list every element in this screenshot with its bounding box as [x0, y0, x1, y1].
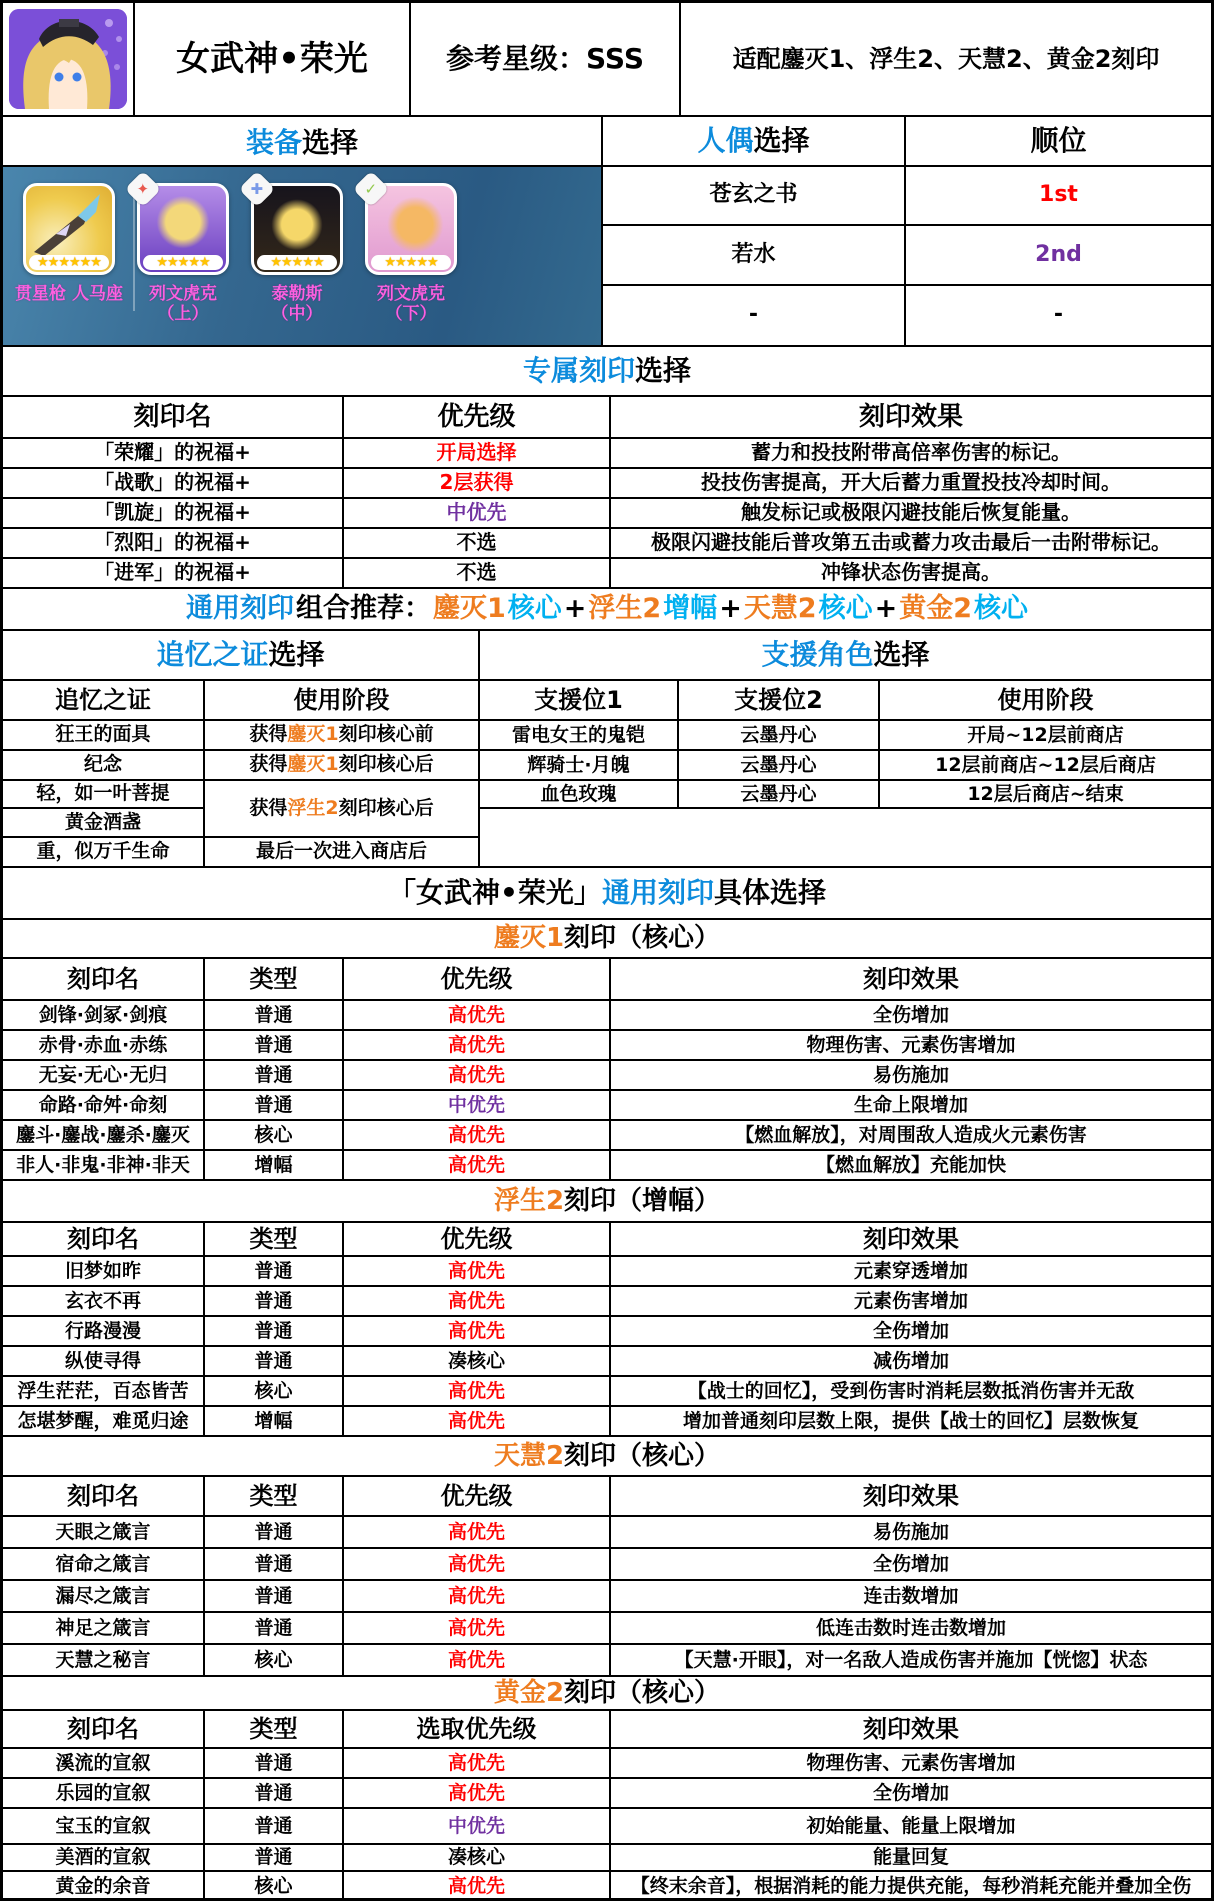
column-header: 优先级 — [344, 1223, 611, 1255]
seal-priority: 中优先 — [344, 1809, 611, 1843]
table-row — [3, 1517, 1211, 1549]
support-pos1: 辉骑士·月魄 — [480, 751, 679, 779]
support-stage: 12层后商店~结束 — [967, 782, 1124, 805]
column-header: 刻印名 — [3, 1477, 205, 1515]
seal-name: 怎堪梦醒，难觅归途 — [3, 1407, 205, 1435]
seal-name: 非人·非鬼·非神·非天 — [3, 1151, 205, 1179]
stigmata-top-card — [136, 179, 229, 275]
column-header: 选取优先级 — [344, 1711, 611, 1747]
seal-type: 核心 — [205, 1645, 344, 1675]
doll-name: 苍玄之书 — [603, 167, 906, 224]
seal-priority: 高优先 — [344, 1151, 611, 1179]
section-header-row — [3, 1711, 1211, 1749]
column-header: 使用阶段 — [997, 685, 1094, 714]
column-header: 刻印名 — [3, 1223, 205, 1255]
stigmata-bottom-slot — [364, 179, 457, 345]
seal-effect: 【战士的回忆】，受到伤害时消耗层数抵消伤害并无敌 — [687, 1379, 1135, 1402]
combo-role: 核心 — [507, 593, 562, 625]
seal-priority: 不选 — [344, 559, 611, 587]
stigmata-mid-slot — [250, 179, 343, 345]
seal-name: 「烈阳」的祝福+ — [3, 529, 344, 557]
table-row — [3, 1317, 1211, 1347]
combo-recommendation-row — [3, 589, 1211, 631]
seal-name: 纵使寻得 — [3, 1347, 205, 1375]
seal-priority: 中优先 — [344, 499, 611, 527]
table-row — [3, 1581, 1211, 1613]
seal-name: 无妄·无心·无归 — [3, 1061, 205, 1089]
memorial-name-column — [3, 721, 205, 866]
doll-name: - — [603, 286, 906, 345]
table-row — [3, 1845, 1211, 1872]
section-header-row — [3, 959, 1211, 1001]
table-row — [3, 1091, 1211, 1121]
seal-name: 黄金的余音 — [3, 1872, 205, 1901]
seal-effect: 元素穿透增加 — [853, 1259, 968, 1282]
equipment-dolls-row — [3, 117, 1211, 347]
seal-type: 普通 — [205, 1061, 344, 1089]
combo-set: 浮生2 — [588, 593, 662, 625]
memorial-name: 轻，如一叶菩提 — [3, 781, 203, 809]
seal-type: 普通 — [205, 1517, 344, 1547]
stigmata-bottom-card — [364, 179, 457, 275]
seal-name: 剑锋·剑冢·剑痕 — [3, 1001, 205, 1029]
memorial-section-title: 追忆之证 选择 — [3, 631, 480, 679]
dolls-order-header: 顺位 — [1030, 124, 1087, 158]
seal-name: 神足之箴言 — [3, 1613, 205, 1643]
table-row — [3, 1613, 1211, 1645]
combo-set: 天慧2 — [743, 593, 817, 625]
section-title-row — [3, 1181, 1211, 1223]
seal-effect: 能量回复 — [872, 1846, 949, 1869]
column-header: 刻印名 — [3, 397, 344, 437]
seal-type: 普通 — [205, 1347, 344, 1375]
memorial-name: 黄金酒盏 — [3, 809, 203, 838]
seal-name: 「凯旋」的祝福+ — [3, 499, 344, 527]
seal-effect: 蓄力和投技附带高倍率伤害的标记。 — [751, 440, 1071, 465]
equipment-section — [3, 117, 603, 345]
table-row — [3, 1872, 1211, 1901]
support-row — [480, 751, 1211, 781]
doll-order: 1st — [1039, 182, 1078, 208]
stigmata-mid-caption: 泰勒斯 （中） — [271, 284, 323, 325]
seal-effect: 全伤增加 — [872, 1003, 949, 1026]
exclusive-section-title-row — [3, 347, 1211, 397]
reference-star-label: 参考星级：SSS — [411, 3, 681, 115]
seal-name: 「战歌」的祝福+ — [3, 469, 344, 497]
seal-priority: 高优先 — [344, 1581, 611, 1611]
star-rating: ★★★★★ — [257, 255, 337, 270]
support-pos2: 云墨丹心 — [679, 751, 880, 779]
seal-effect: 低连击数时连击数增加 — [815, 1616, 1006, 1639]
support-pos2: 云墨丹心 — [679, 781, 880, 807]
support-row — [480, 781, 1211, 809]
seal-name: 天慧之秘言 — [3, 1645, 205, 1675]
seal-type: 普通 — [205, 1257, 344, 1285]
dolls-table — [603, 117, 1211, 345]
memorial-stage-merged: 获得 浮生2 刻印核心后 — [205, 781, 478, 838]
support-section-title: 支援角色 选择 — [761, 638, 930, 672]
memorial-stage: 获得 鏖灭1 刻印核心前 — [205, 721, 478, 751]
table-row — [3, 1061, 1211, 1091]
fit-seals-label: 适配鏖灭1、浮生2、天慧2、黄金2刻印 — [732, 44, 1160, 73]
valkyrie-avatar-image — [9, 9, 127, 109]
seal-priority: 中优先 — [344, 1091, 611, 1119]
seal-type: 普通 — [205, 1809, 344, 1843]
memorial-stage-column — [205, 721, 478, 866]
seal-priority: 凑核心 — [344, 1845, 611, 1870]
column-header: 优先级 — [344, 397, 611, 437]
seal-effect: 【天慧·开眼】，对一名敌人造成伤害并施加【恍惚】状态 — [674, 1648, 1148, 1671]
section-title: 黄金2 刻印（核心） — [493, 1677, 721, 1708]
support-row — [480, 721, 1211, 751]
table-row — [3, 1257, 1211, 1287]
seal-type: 普通 — [205, 1779, 344, 1807]
exclusive-section-title: 专属刻印 选择 — [522, 354, 692, 388]
table-row — [3, 1645, 1211, 1677]
table-row — [3, 529, 1211, 559]
section-title-row — [3, 1437, 1211, 1477]
support-empty-area — [480, 809, 1211, 866]
column-header: 刻印名 — [3, 959, 205, 999]
column-header: 刻印名 — [3, 1711, 205, 1747]
stigmata-bottom-caption: 列文虎克 （下） — [377, 284, 445, 325]
doll-name: 若水 — [603, 226, 906, 283]
seal-priority: 高优先 — [344, 1377, 611, 1405]
detail-header-row — [3, 868, 1211, 920]
seal-name: 宿命之箴言 — [3, 1549, 205, 1579]
seal-name: 鏖斗·鏖战·鏖杀·鏖灭 — [3, 1121, 205, 1149]
seal-type: 普通 — [205, 1549, 344, 1579]
column-header: 类型 — [205, 1477, 344, 1515]
seal-effect: 易伤施加 — [872, 1520, 949, 1543]
combo-recommendation — [3, 589, 1211, 629]
table-row — [3, 1347, 1211, 1377]
combo-plus: + — [563, 593, 587, 625]
doll-row — [603, 226, 1211, 285]
column-header: 刻印效果 — [858, 401, 963, 432]
support-table — [480, 721, 1211, 866]
memorial-support-body — [3, 721, 1211, 868]
doll-row — [603, 167, 1211, 226]
seal-type: 核心 — [205, 1377, 344, 1405]
seal-type: 普通 — [205, 1001, 344, 1029]
seal-priority: 高优先 — [344, 1287, 611, 1315]
seal-effect: 投技伤害提高，开大后蓄力重置投技冷却时间。 — [701, 470, 1121, 495]
seal-effect: 全伤增加 — [872, 1552, 949, 1575]
section-title-row — [3, 1677, 1211, 1711]
table-row — [3, 1031, 1211, 1061]
memorial-name: 纪念 — [3, 751, 203, 781]
seal-name: 赤骨·赤血·赤练 — [3, 1031, 205, 1059]
seal-name: 漏尽之箴言 — [3, 1581, 205, 1611]
section-title: 天慧2 刻印（核心） — [493, 1440, 721, 1471]
seal-name: 浮生茫茫，百态皆苦 — [3, 1377, 205, 1405]
support-pos1: 血色玫瑰 — [480, 781, 679, 807]
seal-effect: 【燃血解放】，对周围敌人造成火元素伤害 — [735, 1123, 1087, 1146]
stigmata-mid-badge-icon: ✚ — [239, 171, 276, 208]
column-header: 追忆之证 — [3, 681, 205, 719]
dolls-title: 人偶 选择 — [603, 117, 906, 165]
seal-priority: 高优先 — [344, 1121, 611, 1149]
star-rating: ★★★★★★ — [29, 255, 109, 270]
seal-effect: 【终末余音】，根据消耗的能力提供充能，每秒消耗充能并叠加全伤 — [630, 1875, 1192, 1898]
seal-priority: 凑核心 — [344, 1347, 611, 1375]
combo-label-rest: 组合推荐： — [295, 593, 431, 625]
column-header: 类型 — [205, 1711, 344, 1747]
table-row — [3, 1779, 1211, 1809]
support-stage: 开局~12层前商店 — [967, 723, 1124, 746]
equipment-panel — [3, 167, 601, 345]
equipment-section-title — [3, 117, 601, 167]
column-header: 使用阶段 — [205, 681, 480, 719]
seal-effect: 物理伤害、元素伤害增加 — [806, 1033, 1016, 1056]
seal-priority: 高优先 — [344, 1031, 611, 1059]
support-pos1: 雷电女王的鬼铠 — [480, 721, 679, 749]
doll-row — [603, 286, 1211, 345]
seal-name: 美酒的宣叙 — [3, 1845, 205, 1870]
column-header: 刻印效果 — [863, 964, 959, 993]
table-row — [3, 1749, 1211, 1779]
stigmata-bottom-badge-icon: ✓ — [353, 171, 390, 208]
seal-name: 「荣耀」的祝福+ — [3, 439, 344, 467]
avatar — [9, 9, 127, 109]
seal-priority: 高优先 — [344, 1613, 611, 1643]
seal-effect: 连击数增加 — [863, 1584, 959, 1607]
seal-priority: 高优先 — [344, 1779, 611, 1807]
seal-priority: 不选 — [344, 529, 611, 557]
seal-name: 旧梦如昨 — [3, 1257, 205, 1285]
seal-effect: 极限闪避技能后普攻第五击或蓄力攻击最后一击附带标记。 — [651, 530, 1171, 555]
seal-priority: 高优先 — [344, 1872, 611, 1901]
support-pos2: 云墨丹心 — [679, 721, 880, 749]
seal-name: 「进军」的祝福+ — [3, 559, 344, 587]
seal-effect: 元素伤害增加 — [853, 1289, 968, 1312]
seal-effect: 【燃血解放】充能加快 — [815, 1153, 1006, 1176]
section-title-row — [3, 920, 1211, 959]
table-row — [3, 439, 1211, 469]
support-stage: 12层前商店~12层后商店 — [935, 753, 1156, 776]
table-row — [3, 1377, 1211, 1407]
stigmata-top-slot — [136, 179, 229, 345]
seal-type: 普通 — [205, 1749, 344, 1777]
detail-header: 「女武神•荣光」 通用刻印 具体选择 — [388, 876, 826, 910]
seal-priority: 高优先 — [344, 1407, 611, 1435]
column-header: 类型 — [205, 959, 344, 999]
table-row — [3, 499, 1211, 529]
seal-effect: 生命上限增加 — [853, 1093, 968, 1116]
top-header-row — [3, 3, 1211, 117]
section-header-row — [3, 1477, 1211, 1517]
table-row — [3, 1549, 1211, 1581]
seal-effect: 减伤增加 — [872, 1349, 949, 1372]
doll-order: - — [1053, 302, 1064, 328]
seal-priority: 2层获得 — [344, 469, 611, 497]
weapon-card — [23, 183, 115, 275]
lance-icon — [26, 190, 112, 260]
table-row — [3, 1809, 1211, 1845]
seal-name: 行路漫漫 — [3, 1317, 205, 1345]
column-header: 类型 — [205, 1223, 344, 1255]
table-row — [3, 469, 1211, 499]
seal-effect: 全伤增加 — [872, 1781, 949, 1804]
column-header: 支援位1 — [480, 681, 679, 719]
seal-type: 普通 — [205, 1317, 344, 1345]
seal-priority: 高优先 — [344, 1517, 611, 1547]
section-title: 鏖灭1 刻印（核心） — [493, 923, 721, 954]
seal-type: 增幅 — [205, 1407, 344, 1435]
memorial-stage: 最后一次进入商店后 — [255, 840, 427, 863]
stigmata-top-badge-icon: ✦ — [125, 171, 162, 208]
memorial-name: 狂王的面具 — [3, 721, 203, 751]
seal-type: 普通 — [205, 1581, 344, 1611]
table-row — [3, 1001, 1211, 1031]
seal-effect: 冲锋状态伤害提高。 — [821, 560, 1001, 585]
combo-role: 增幅 — [663, 593, 718, 625]
seal-effect: 物理伤害、元素伤害增加 — [806, 1751, 1016, 1774]
weapon-slot — [15, 183, 123, 345]
star-rating: ★★★★★ — [371, 255, 451, 270]
seal-priority: 高优先 — [344, 1317, 611, 1345]
seal-priority: 高优先 — [344, 1549, 611, 1579]
seal-type: 普通 — [205, 1091, 344, 1119]
seal-name: 溪流的宣叙 — [3, 1749, 205, 1777]
column-header: 刻印效果 — [863, 1481, 959, 1510]
doll-order: 2nd — [1035, 241, 1082, 267]
panel-divider — [133, 189, 135, 311]
section-title: 浮生2 刻印（增幅） — [493, 1185, 721, 1216]
seal-type: 核心 — [205, 1121, 344, 1149]
stigmata-top-caption: 列文虎克 （上） — [149, 284, 217, 325]
weapon-caption: 贯星枪 人马座 — [15, 284, 123, 304]
combo-set: 黄金2 — [899, 593, 973, 625]
stigmata-mid-card — [250, 179, 343, 275]
combo-plus: + — [719, 593, 742, 625]
avatar-cell — [3, 3, 135, 115]
seal-type: 普通 — [205, 1613, 344, 1643]
seal-priority: 高优先 — [344, 1061, 611, 1089]
seal-type: 核心 — [205, 1872, 344, 1901]
seal-type: 增幅 — [205, 1151, 344, 1179]
table-row — [3, 1121, 1211, 1151]
exclusive-header-row — [3, 397, 1211, 439]
dolls-header-row — [603, 117, 1211, 167]
table-row — [3, 1287, 1211, 1317]
memorial-name: 重，似万千生命 — [36, 840, 170, 863]
seal-effect: 易伤施加 — [872, 1063, 949, 1086]
table-row — [3, 559, 1211, 589]
seal-effect: 触发标记或极限闪避技能后恢复能量。 — [741, 500, 1081, 525]
column-header: 优先级 — [344, 1477, 611, 1515]
memorial-support-header-row — [3, 681, 1211, 721]
seal-priority: 高优先 — [344, 1749, 611, 1777]
equipment-title-rest: 选择 — [302, 126, 359, 159]
seal-priority: 高优先 — [344, 1001, 611, 1029]
memorial-table — [3, 721, 480, 866]
seal-effect: 全伤增加 — [872, 1319, 949, 1342]
section-header-row — [3, 1223, 1211, 1257]
seal-effect: 增加普通刻印层数上限，提供【战士的回忆】层数恢复 — [682, 1409, 1139, 1432]
seal-name: 命路·命舛·命刻 — [3, 1091, 205, 1119]
combo-label-accent: 通用刻印 — [185, 593, 294, 625]
seal-priority: 开局选择 — [344, 439, 611, 467]
star-rating: ★★★★★ — [143, 255, 223, 270]
page-title: 女武神•荣光 — [135, 3, 411, 115]
seal-name: 宝玉的宣叙 — [3, 1809, 205, 1843]
combo-plus: + — [874, 593, 898, 625]
column-header: 刻印效果 — [863, 1714, 959, 1743]
combo-role: 核心 — [818, 593, 873, 625]
table-row — [3, 1151, 1211, 1181]
seal-effect: 初始能量、能量上限增加 — [806, 1814, 1016, 1837]
seal-type: 普通 — [205, 1845, 344, 1870]
seal-type: 普通 — [205, 1031, 344, 1059]
seal-priority: 高优先 — [344, 1257, 611, 1285]
seal-priority: 高优先 — [344, 1645, 611, 1675]
column-header: 优先级 — [344, 959, 611, 999]
memorial-support-title-row — [3, 631, 1211, 681]
seal-name: 乐园的宣叙 — [3, 1779, 205, 1807]
combo-role: 核心 — [974, 593, 1029, 625]
table-row — [3, 1407, 1211, 1437]
seal-type: 普通 — [205, 1287, 344, 1315]
column-header: 支援位2 — [679, 681, 880, 719]
memorial-stage: 获得 鏖灭1 刻印核心后 — [205, 751, 478, 781]
seal-name: 天眼之箴言 — [3, 1517, 205, 1547]
combo-set: 鏖灭1 — [432, 593, 506, 625]
seal-name: 玄衣不再 — [3, 1287, 205, 1315]
equipment-title-accent: 装备 — [245, 126, 302, 159]
column-header: 刻印效果 — [863, 1224, 959, 1253]
